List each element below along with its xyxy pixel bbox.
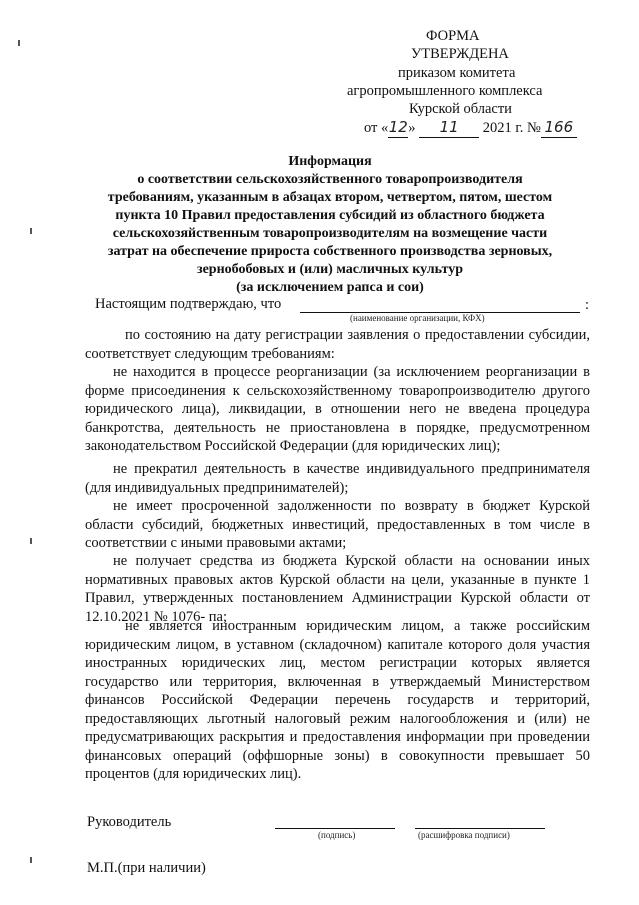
scan-speck bbox=[30, 538, 32, 544]
form-label: ФОРМА bbox=[426, 28, 480, 44]
order-year: 2021 г. № bbox=[482, 120, 541, 136]
scan-speck bbox=[30, 857, 32, 863]
document-heading: Информация bbox=[288, 154, 372, 169]
title-line: о соответствии сельскохозяйственного товаропроизводителя bbox=[137, 172, 523, 187]
scan-speck bbox=[30, 228, 32, 234]
confirm-text: Настоящим подтверждаю, что bbox=[95, 296, 282, 312]
decode-hint: (расшифровка подписи) bbox=[418, 830, 510, 840]
scan-speck bbox=[18, 40, 20, 46]
approved-label: УТВЕРЖДЕНА bbox=[411, 46, 509, 62]
order-month: 11 bbox=[419, 118, 479, 138]
order-number: 166 bbox=[541, 118, 577, 138]
signature-hint: (подпись) bbox=[318, 830, 356, 840]
org-name-hint: (наименование организации, КФХ) bbox=[350, 313, 485, 323]
intro-paragraph: по состоянию на дату регистрации заявления о предоставлении субсидии, соответствует следующим требованиям: bbox=[85, 327, 590, 362]
date-close: » bbox=[408, 120, 416, 136]
title-line: пункта 10 Правил предоставления субсидий из областного бюджета bbox=[115, 208, 545, 223]
order-label: приказом комитета bbox=[398, 65, 516, 81]
date-prefix: от « bbox=[364, 120, 389, 136]
requirement-entrepreneur: не прекратил деятельность в качестве индивидуального предпринимателя (для индивидуальных предпринимателей); bbox=[85, 461, 590, 496]
head-label: Руководитель bbox=[87, 814, 172, 830]
order-day: 12 bbox=[388, 118, 408, 136]
requirement-funding: не получает средства из бюджета Курской области на основании иных нормативных правовых актов Курской области на цели, указанные в пункте 1 Правил, утвержденных постановлением Администрации Курской области от 12.10.2021 № 1076- па; bbox=[85, 553, 590, 625]
title-line: (за исключением рапса и сои) bbox=[236, 280, 424, 295]
title-line: затрат на обеспечение прироста собственного производства зерновых, bbox=[107, 244, 553, 259]
requirement-reorganization: не находится в процессе реорганизации (за исключением реорганизации в форме присоединения к сельскохозяйственному товаропроизводителю другого юридического лица), ликвидации, в отношении него не введена процедура банкротства, деятельность не приостановлена в порядке, предусмотренном законодательством Российской Федерации (для юридических лиц); bbox=[85, 364, 590, 454]
committee-label: агропромышленного комплекса bbox=[347, 83, 543, 99]
order-date-line bbox=[364, 118, 577, 138]
title-line: зернобобовых и (или) масличных культур bbox=[196, 262, 464, 277]
decode-line[interactable] bbox=[415, 828, 545, 829]
confirm-colon: : bbox=[585, 297, 590, 313]
signature-line[interactable] bbox=[275, 828, 395, 829]
requirement-foreign: не является иностранным юридическим лицом, а также российским юридическим лицом, в уставном (складочном) капитале которого доля участия иностранных юридических лиц, местом регистрации которых является государство или территория, включенная в утверждаемый Министерством финансов Российской Федерации перечень государств и территорий, предоставляющих льготный налоговый режим налогообложения и (или) не предусматривающих раскрытия и предоставления информации при проведении финансовых операций (оффшорные зоны) в совокупности превышает 50 процентов (для юридических лиц). bbox=[85, 618, 590, 782]
title-line: требованиям, указанным в абзацах втором, четвертом, пятом, шестом bbox=[107, 190, 553, 205]
title-line: сельскохозяйственным товаропроизводителям на возмещение части bbox=[112, 226, 548, 241]
region-label: Курской области bbox=[409, 101, 512, 117]
seal-label: М.П.(при наличии) bbox=[87, 860, 206, 876]
requirement-debt: не имеет просроченной задолженности по возврату в бюджет Курской области субсидий, бюджетных инвестиций, предоставленных в том числе в соответствии с иными правовыми актами; bbox=[85, 498, 590, 551]
